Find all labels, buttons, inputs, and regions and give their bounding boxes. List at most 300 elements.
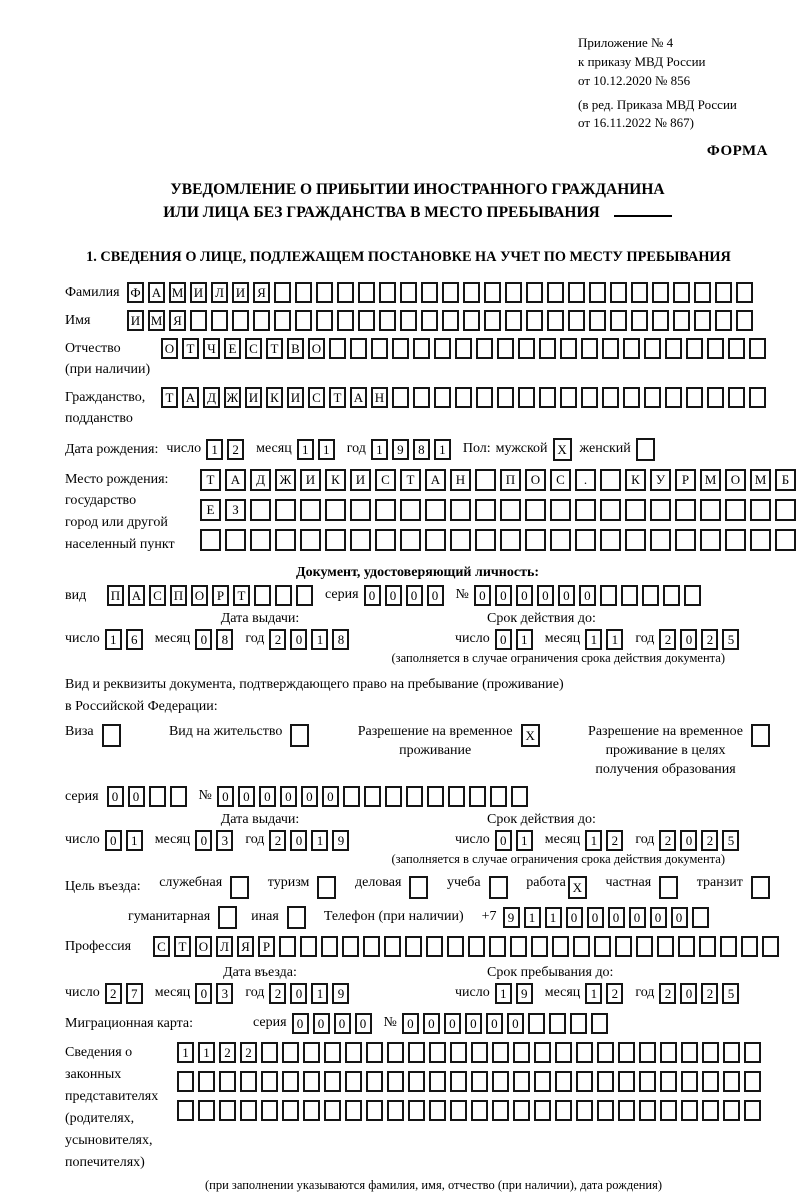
char-cell[interactable]: [500, 529, 521, 551]
tourism-checkbox[interactable]: [317, 876, 336, 899]
char-cell[interactable]: 0: [128, 786, 145, 807]
char-cell[interactable]: 0: [516, 585, 533, 606]
char-cell[interactable]: [663, 585, 680, 606]
char-cell[interactable]: [484, 282, 501, 303]
char-cell[interactable]: [300, 529, 321, 551]
char-cell[interactable]: В: [287, 338, 304, 359]
birth-place-row3-cells[interactable]: [200, 529, 800, 551]
char-cell[interactable]: 0: [322, 786, 339, 807]
char-cell[interactable]: [102, 724, 121, 747]
char-cell[interactable]: [198, 1071, 215, 1092]
char-cell[interactable]: 8: [413, 439, 430, 460]
char-cell[interactable]: [177, 1071, 194, 1092]
doc-series-cells[interactable]: [364, 585, 448, 606]
doc-type-cells[interactable]: [107, 585, 317, 606]
char-cell[interactable]: [594, 936, 611, 957]
char-cell[interactable]: [317, 876, 336, 899]
char-cell[interactable]: [358, 282, 375, 303]
char-cell[interactable]: 0: [558, 585, 575, 606]
study-checkbox[interactable]: [489, 876, 508, 899]
work-checkbox[interactable]: [568, 876, 587, 899]
char-cell[interactable]: С: [550, 469, 571, 491]
char-cell[interactable]: [741, 936, 758, 957]
char-cell[interactable]: [525, 529, 546, 551]
char-cell[interactable]: [366, 1100, 383, 1121]
char-cell[interactable]: [282, 1071, 299, 1092]
char-cell[interactable]: Ж: [224, 387, 241, 408]
char-cell[interactable]: [631, 282, 648, 303]
residence-number-cells[interactable]: [217, 786, 532, 807]
residence-issue-year-cells[interactable]: [269, 830, 353, 851]
char-cell[interactable]: [751, 876, 770, 899]
char-cell[interactable]: [387, 1071, 404, 1092]
guardians-row1-cells[interactable]: [177, 1042, 765, 1063]
char-cell[interactable]: [736, 282, 753, 303]
char-cell[interactable]: Д: [203, 387, 220, 408]
char-cell[interactable]: А: [225, 469, 246, 491]
char-cell[interactable]: [602, 387, 619, 408]
char-cell[interactable]: 2: [269, 629, 286, 650]
char-cell[interactable]: О: [725, 469, 746, 491]
char-cell[interactable]: [665, 387, 682, 408]
char-cell[interactable]: [631, 310, 648, 331]
char-cell[interactable]: [736, 310, 753, 331]
char-cell[interactable]: 0: [292, 1013, 309, 1034]
char-cell[interactable]: [591, 1013, 608, 1034]
char-cell[interactable]: [329, 338, 346, 359]
char-cell[interactable]: Т: [200, 469, 221, 491]
char-cell[interactable]: [400, 310, 417, 331]
surname-cells[interactable]: [127, 282, 757, 303]
char-cell[interactable]: [749, 387, 766, 408]
char-cell[interactable]: [463, 282, 480, 303]
char-cell[interactable]: С: [245, 338, 262, 359]
char-cell[interactable]: [261, 1071, 278, 1092]
char-cell[interactable]: [463, 310, 480, 331]
char-cell[interactable]: [363, 936, 380, 957]
char-cell[interactable]: 2: [269, 983, 286, 1004]
char-cell[interactable]: 0: [495, 830, 512, 851]
char-cell[interactable]: [324, 1042, 341, 1063]
char-cell[interactable]: 2: [606, 983, 623, 1004]
char-cell[interactable]: [623, 338, 640, 359]
char-cell[interactable]: [274, 310, 291, 331]
char-cell[interactable]: [442, 310, 459, 331]
identity-issue-year-cells[interactable]: [269, 629, 353, 650]
char-cell[interactable]: [623, 387, 640, 408]
patronymic-cells[interactable]: [161, 338, 770, 359]
char-cell[interactable]: П: [107, 585, 124, 606]
char-cell[interactable]: [621, 585, 638, 606]
char-cell[interactable]: [450, 499, 471, 521]
char-cell[interactable]: [576, 1100, 593, 1121]
char-cell[interactable]: [345, 1042, 362, 1063]
char-cell[interactable]: [576, 1071, 593, 1092]
char-cell[interactable]: [673, 310, 690, 331]
char-cell[interactable]: 2: [227, 439, 244, 460]
char-cell[interactable]: [639, 1100, 656, 1121]
char-cell[interactable]: 2: [219, 1042, 236, 1063]
char-cell[interactable]: Е: [224, 338, 241, 359]
char-cell[interactable]: [198, 1100, 215, 1121]
char-cell[interactable]: [421, 310, 438, 331]
char-cell[interactable]: [576, 1042, 593, 1063]
char-cell[interactable]: 1: [585, 629, 602, 650]
char-cell[interactable]: Т: [329, 387, 346, 408]
char-cell[interactable]: [490, 786, 507, 807]
char-cell[interactable]: [475, 529, 496, 551]
char-cell[interactable]: 1: [545, 907, 562, 928]
char-cell[interactable]: [295, 310, 312, 331]
citizenship-cells[interactable]: [161, 387, 770, 408]
char-cell[interactable]: [350, 499, 371, 521]
char-cell[interactable]: [425, 499, 446, 521]
char-cell[interactable]: [476, 338, 493, 359]
char-cell[interactable]: 1: [495, 983, 512, 1004]
char-cell[interactable]: [296, 585, 313, 606]
entry-month-cells[interactable]: [195, 983, 237, 1004]
char-cell[interactable]: [232, 310, 249, 331]
char-cell[interactable]: 1: [198, 1042, 215, 1063]
char-cell[interactable]: 0: [474, 585, 491, 606]
char-cell[interactable]: [723, 1071, 740, 1092]
char-cell[interactable]: [534, 1100, 551, 1121]
char-cell[interactable]: 1: [126, 830, 143, 851]
char-cell[interactable]: [371, 338, 388, 359]
char-cell[interactable]: [715, 310, 732, 331]
char-cell[interactable]: [325, 529, 346, 551]
char-cell[interactable]: [177, 1100, 194, 1121]
char-cell[interactable]: [700, 499, 721, 521]
migration-card-series-cells[interactable]: [292, 1013, 376, 1034]
char-cell[interactable]: Т: [161, 387, 178, 408]
char-cell[interactable]: М: [750, 469, 771, 491]
char-cell[interactable]: 0: [290, 830, 307, 851]
phone-cells[interactable]: [503, 907, 713, 928]
char-cell[interactable]: [275, 529, 296, 551]
char-cell[interactable]: М: [700, 469, 721, 491]
char-cell[interactable]: 2: [701, 983, 718, 1004]
char-cell[interactable]: А: [182, 387, 199, 408]
char-cell[interactable]: [240, 1071, 257, 1092]
char-cell[interactable]: 0: [507, 1013, 524, 1034]
char-cell[interactable]: [303, 1100, 320, 1121]
char-cell[interactable]: [434, 338, 451, 359]
char-cell[interactable]: [450, 1071, 467, 1092]
char-cell[interactable]: [681, 1100, 698, 1121]
char-cell[interactable]: 0: [290, 983, 307, 1004]
char-cell[interactable]: 0: [629, 907, 646, 928]
residence-valid-month-cells[interactable]: [585, 830, 627, 851]
char-cell[interactable]: 0: [364, 585, 381, 606]
char-cell[interactable]: [447, 936, 464, 957]
stay-month-cells[interactable]: [585, 983, 627, 1004]
char-cell[interactable]: [636, 936, 653, 957]
char-cell[interactable]: [345, 1100, 362, 1121]
char-cell[interactable]: [342, 936, 359, 957]
char-cell[interactable]: [715, 282, 732, 303]
char-cell[interactable]: 1: [516, 629, 533, 650]
char-cell[interactable]: [505, 310, 522, 331]
char-cell[interactable]: [702, 1100, 719, 1121]
char-cell[interactable]: [539, 387, 556, 408]
male-checkbox[interactable]: [553, 438, 572, 461]
char-cell[interactable]: [510, 936, 527, 957]
char-cell[interactable]: [660, 1071, 677, 1092]
char-cell[interactable]: С: [149, 585, 166, 606]
char-cell[interactable]: [550, 499, 571, 521]
char-cell[interactable]: [728, 338, 745, 359]
char-cell[interactable]: Б: [775, 469, 796, 491]
char-cell[interactable]: [775, 499, 796, 521]
char-cell[interactable]: [505, 282, 522, 303]
char-cell[interactable]: 0: [495, 629, 512, 650]
char-cell[interactable]: [316, 310, 333, 331]
char-cell[interactable]: [686, 338, 703, 359]
char-cell[interactable]: 2: [659, 830, 676, 851]
birth-place-row2-cells[interactable]: [200, 499, 800, 521]
char-cell[interactable]: [492, 1042, 509, 1063]
char-cell[interactable]: М: [148, 310, 165, 331]
char-cell[interactable]: Н: [371, 387, 388, 408]
char-cell[interactable]: [384, 936, 401, 957]
char-cell[interactable]: [610, 310, 627, 331]
char-cell[interactable]: [600, 499, 621, 521]
char-cell[interactable]: [497, 387, 514, 408]
char-cell[interactable]: [279, 936, 296, 957]
char-cell[interactable]: 1: [371, 439, 388, 460]
char-cell[interactable]: 1: [311, 629, 328, 650]
char-cell[interactable]: 1: [524, 907, 541, 928]
char-cell[interactable]: [254, 585, 271, 606]
char-cell[interactable]: [471, 1100, 488, 1121]
char-cell[interactable]: [560, 387, 577, 408]
char-cell[interactable]: [589, 310, 606, 331]
char-cell[interactable]: [725, 529, 746, 551]
char-cell[interactable]: Т: [400, 469, 421, 491]
char-cell[interactable]: 1: [516, 830, 533, 851]
char-cell[interactable]: [300, 936, 317, 957]
profession-cells[interactable]: [153, 936, 783, 957]
char-cell[interactable]: [581, 387, 598, 408]
char-cell[interactable]: [408, 1042, 425, 1063]
char-cell[interactable]: 2: [105, 983, 122, 1004]
residence-issue-day-cells[interactable]: [105, 830, 147, 851]
char-cell[interactable]: [700, 529, 721, 551]
char-cell[interactable]: У: [650, 469, 671, 491]
char-cell[interactable]: [751, 724, 770, 747]
char-cell[interactable]: [364, 786, 381, 807]
char-cell[interactable]: 1: [311, 830, 328, 851]
business-checkbox[interactable]: [409, 876, 428, 899]
char-cell[interactable]: X: [553, 438, 572, 461]
char-cell[interactable]: [455, 387, 472, 408]
char-cell[interactable]: 5: [722, 830, 739, 851]
char-cell[interactable]: 1: [585, 830, 602, 851]
char-cell[interactable]: [316, 282, 333, 303]
char-cell[interactable]: [597, 1042, 614, 1063]
char-cell[interactable]: 0: [444, 1013, 461, 1034]
char-cell[interactable]: [618, 1100, 635, 1121]
char-cell[interactable]: 9: [332, 983, 349, 1004]
identity-issue-day-cells[interactable]: [105, 629, 147, 650]
char-cell[interactable]: [230, 876, 249, 899]
char-cell[interactable]: 0: [259, 786, 276, 807]
char-cell[interactable]: [484, 310, 501, 331]
char-cell[interactable]: [511, 786, 528, 807]
char-cell[interactable]: [170, 786, 187, 807]
char-cell[interactable]: [392, 387, 409, 408]
char-cell[interactable]: [684, 585, 701, 606]
stay-year-cells[interactable]: [659, 983, 743, 1004]
char-cell[interactable]: Л: [211, 282, 228, 303]
char-cell[interactable]: [450, 1042, 467, 1063]
char-cell[interactable]: [421, 282, 438, 303]
char-cell[interactable]: [295, 282, 312, 303]
char-cell[interactable]: [762, 936, 779, 957]
char-cell[interactable]: [513, 1042, 530, 1063]
char-cell[interactable]: [573, 936, 590, 957]
char-cell[interactable]: X: [521, 724, 540, 747]
char-cell[interactable]: [476, 387, 493, 408]
char-cell[interactable]: [250, 529, 271, 551]
char-cell[interactable]: [442, 282, 459, 303]
birth-day-cells[interactable]: [206, 439, 248, 460]
char-cell[interactable]: Я: [237, 936, 254, 957]
char-cell[interactable]: Р: [675, 469, 696, 491]
char-cell[interactable]: [681, 1071, 698, 1092]
char-cell[interactable]: Ф: [127, 282, 144, 303]
visa-checkbox[interactable]: [102, 724, 121, 747]
char-cell[interactable]: А: [425, 469, 446, 491]
char-cell[interactable]: [725, 499, 746, 521]
identity-valid-month-cells[interactable]: [585, 629, 627, 650]
char-cell[interactable]: 0: [566, 907, 583, 928]
char-cell[interactable]: [392, 338, 409, 359]
char-cell[interactable]: 0: [238, 786, 255, 807]
char-cell[interactable]: [325, 499, 346, 521]
char-cell[interactable]: [639, 1042, 656, 1063]
char-cell[interactable]: 2: [659, 983, 676, 1004]
char-cell[interactable]: И: [127, 310, 144, 331]
char-cell[interactable]: Д: [250, 469, 271, 491]
char-cell[interactable]: [749, 338, 766, 359]
char-cell[interactable]: [379, 310, 396, 331]
char-cell[interactable]: [425, 529, 446, 551]
female-checkbox[interactable]: [636, 438, 655, 461]
char-cell[interactable]: 0: [537, 585, 554, 606]
char-cell[interactable]: [750, 529, 771, 551]
char-cell[interactable]: 3: [216, 830, 233, 851]
char-cell[interactable]: 0: [313, 1013, 330, 1034]
char-cell[interactable]: [375, 529, 396, 551]
char-cell[interactable]: [618, 1042, 635, 1063]
char-cell[interactable]: [387, 1100, 404, 1121]
char-cell[interactable]: [385, 786, 402, 807]
char-cell[interactable]: 1: [105, 629, 122, 650]
migration-card-number-cells[interactable]: [402, 1013, 612, 1034]
entry-year-cells[interactable]: [269, 983, 353, 1004]
char-cell[interactable]: [618, 1071, 635, 1092]
char-cell[interactable]: А: [350, 387, 367, 408]
char-cell[interactable]: [518, 338, 535, 359]
char-cell[interactable]: М: [169, 282, 186, 303]
char-cell[interactable]: [534, 1071, 551, 1092]
char-cell[interactable]: Ж: [275, 469, 296, 491]
char-cell[interactable]: 0: [423, 1013, 440, 1034]
char-cell[interactable]: [518, 387, 535, 408]
char-cell[interactable]: [324, 1071, 341, 1092]
char-cell[interactable]: [455, 338, 472, 359]
char-cell[interactable]: [475, 469, 496, 491]
temp-residence-checkbox[interactable]: [521, 724, 540, 747]
char-cell[interactable]: [413, 387, 430, 408]
char-cell[interactable]: 0: [680, 629, 697, 650]
char-cell[interactable]: [602, 338, 619, 359]
char-cell[interactable]: [644, 387, 661, 408]
char-cell[interactable]: [692, 907, 709, 928]
char-cell[interactable]: [555, 1100, 572, 1121]
char-cell[interactable]: 0: [427, 585, 444, 606]
char-cell[interactable]: [597, 1071, 614, 1092]
char-cell[interactable]: [250, 499, 271, 521]
char-cell[interactable]: [448, 786, 465, 807]
char-cell[interactable]: Ч: [203, 338, 220, 359]
char-cell[interactable]: [625, 529, 646, 551]
char-cell[interactable]: [660, 1042, 677, 1063]
char-cell[interactable]: [358, 310, 375, 331]
char-cell[interactable]: [673, 282, 690, 303]
char-cell[interactable]: [469, 786, 486, 807]
char-cell[interactable]: [200, 529, 221, 551]
char-cell[interactable]: [650, 529, 671, 551]
char-cell[interactable]: [471, 1071, 488, 1092]
char-cell[interactable]: [660, 1100, 677, 1121]
char-cell[interactable]: [699, 936, 716, 957]
char-cell[interactable]: С: [153, 936, 170, 957]
char-cell[interactable]: [149, 786, 166, 807]
char-cell[interactable]: [475, 499, 496, 521]
char-cell[interactable]: [427, 786, 444, 807]
char-cell[interactable]: [525, 499, 546, 521]
char-cell[interactable]: 0: [587, 907, 604, 928]
char-cell[interactable]: [600, 529, 621, 551]
char-cell[interactable]: [547, 282, 564, 303]
char-cell[interactable]: П: [500, 469, 521, 491]
char-cell[interactable]: 0: [680, 830, 697, 851]
char-cell[interactable]: [337, 310, 354, 331]
char-cell[interactable]: З: [225, 499, 246, 521]
char-cell[interactable]: 0: [402, 1013, 419, 1034]
char-cell[interactable]: [366, 1071, 383, 1092]
char-cell[interactable]: О: [525, 469, 546, 491]
char-cell[interactable]: [190, 310, 207, 331]
char-cell[interactable]: [575, 499, 596, 521]
char-cell[interactable]: С: [375, 469, 396, 491]
char-cell[interactable]: И: [245, 387, 262, 408]
char-cell[interactable]: 0: [105, 830, 122, 851]
char-cell[interactable]: О: [308, 338, 325, 359]
char-cell[interactable]: [287, 906, 306, 929]
char-cell[interactable]: [568, 282, 585, 303]
char-cell[interactable]: 2: [701, 629, 718, 650]
char-cell[interactable]: [366, 1042, 383, 1063]
char-cell[interactable]: 1: [606, 629, 623, 650]
char-cell[interactable]: О: [161, 338, 178, 359]
char-cell[interactable]: [343, 786, 360, 807]
char-cell[interactable]: И: [190, 282, 207, 303]
residence-issue-month-cells[interactable]: [195, 830, 237, 851]
